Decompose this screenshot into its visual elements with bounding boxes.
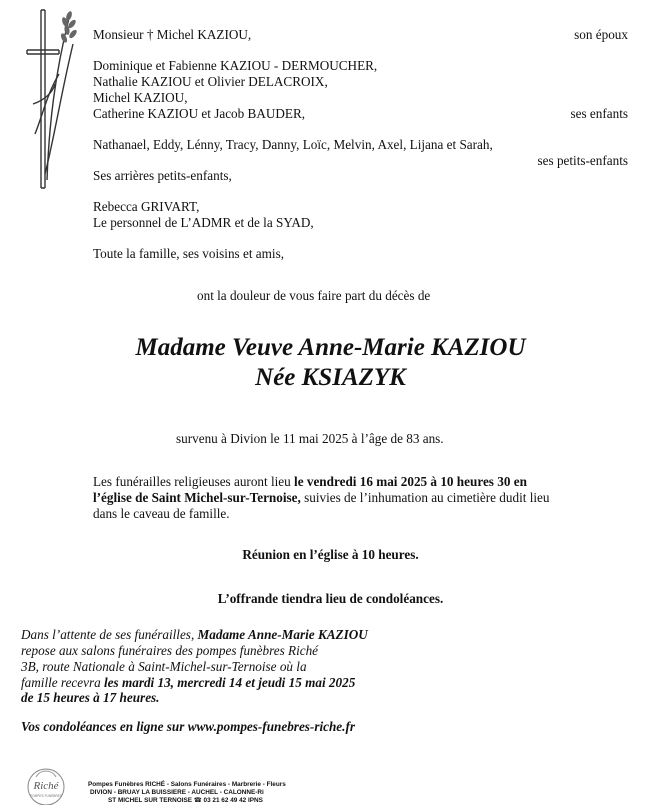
- rest-visit-dates: les mardi 13, mercredi 14 et jeudi 15 mai 2025: [104, 675, 356, 690]
- rest-deceased-name: Madame Anne-Marie KAZIOU: [197, 627, 368, 642]
- funeral-line-3: dans le caveau de famille.: [93, 506, 230, 521]
- rest-line-4-normal: famille recevra: [21, 675, 105, 690]
- funeral-line-1-normal: Les funérailles religieuses auront lieu: [93, 474, 295, 489]
- rest-line-4: [21, 675, 355, 691]
- grandchildren-role: ses petits-enfants: [537, 153, 628, 168]
- rest-line-1-normal: Dans l’attente de ses funérailles,: [21, 627, 198, 642]
- rest-line-3: 3B, route Nationale à Saint-Michel-sur-Ternoise où la: [21, 659, 307, 674]
- deceased-name: Madame Veuve Anne-Marie KAZIOU: [135, 334, 526, 361]
- child-line-1: Dominique et Fabienne KAZIOU - DERMOUCHER,: [93, 58, 378, 73]
- spouse-role: son époux: [574, 27, 628, 42]
- online-condolences: Vos condoléances en ligne sur www.pompes-funebres-riche.fr: [21, 719, 355, 734]
- funeral-church: l’église de Saint Michel-sur-Ternoise,: [93, 490, 301, 505]
- footer-line-2: DIVION - BRUAY LA BUISSIERE - AUCHEL - CALONNE-Ri: [90, 789, 264, 796]
- offering-line: L’offrande tiendra lieu de condoléances.: [217, 591, 444, 606]
- deceased-maiden-name: Née KSIAZYK: [255, 364, 406, 391]
- footer-line-1: Pompes Funèbres RICHÉ - Salons Funéraires - Marbrerie - Fleurs: [88, 781, 286, 788]
- child-line-2: Nathalie KAZIOU et Olivier DELACROIX,: [93, 74, 328, 89]
- rest-line-1: [21, 627, 368, 643]
- meeting-line: Réunion en l’église à 10 heures.: [242, 547, 419, 562]
- riche-logo: [22, 765, 70, 805]
- child-line-4: Catherine KAZIOU et Jacob BAUDER,: [93, 106, 306, 121]
- funeral-line-1: [93, 474, 527, 490]
- announcement-text: ont la douleur de vous faire part du décès de: [197, 288, 431, 303]
- grandchildren-line: Nathanael, Eddy, Lénny, Tracy, Danny, Loïc, Melvin, Axel, Lijana et Sarah,: [93, 137, 493, 152]
- child-line-3: Michel KAZIOU,: [93, 90, 188, 105]
- other-line-2: Le personnel de L’ADMR et de la SYAD,: [93, 215, 314, 230]
- rest-line-2: repose aux salons funéraires des pompes funèbres Riché: [21, 643, 319, 658]
- rest-line-5: de 15 heures à 17 heures.: [21, 690, 160, 705]
- footer-line-3: ST MICHEL SUR TERNOISE ☎ 03 21 62 49 42 IPNS: [108, 797, 263, 804]
- death-line: survenu à Divion le 11 mai 2025 à l’âge de 83 ans.: [176, 431, 444, 446]
- children-role: ses enfants: [570, 106, 628, 121]
- great-grandchildren-line: Ses arrières petits-enfants,: [93, 168, 232, 183]
- funeral-line-2: [93, 490, 549, 506]
- all-family-line: Toute la famille, ses voisins et amis,: [93, 246, 284, 261]
- cross-icon: [25, 4, 80, 190]
- svg-text:Riché: Riché: [33, 780, 59, 792]
- funeral-line-2-normal: suivies de l’inhumation au cimetière dudit lieu: [300, 490, 550, 505]
- svg-text:POMPES FUNÈBRES: POMPES FUNÈBRES: [30, 794, 62, 798]
- other-line-1: Rebecca GRIVART,: [93, 199, 200, 214]
- spouse-line: Monsieur † Michel KAZIOU,: [93, 27, 252, 42]
- funeral-date: le vendredi 16 mai 2025 à 10 heures 30 en: [294, 474, 527, 489]
